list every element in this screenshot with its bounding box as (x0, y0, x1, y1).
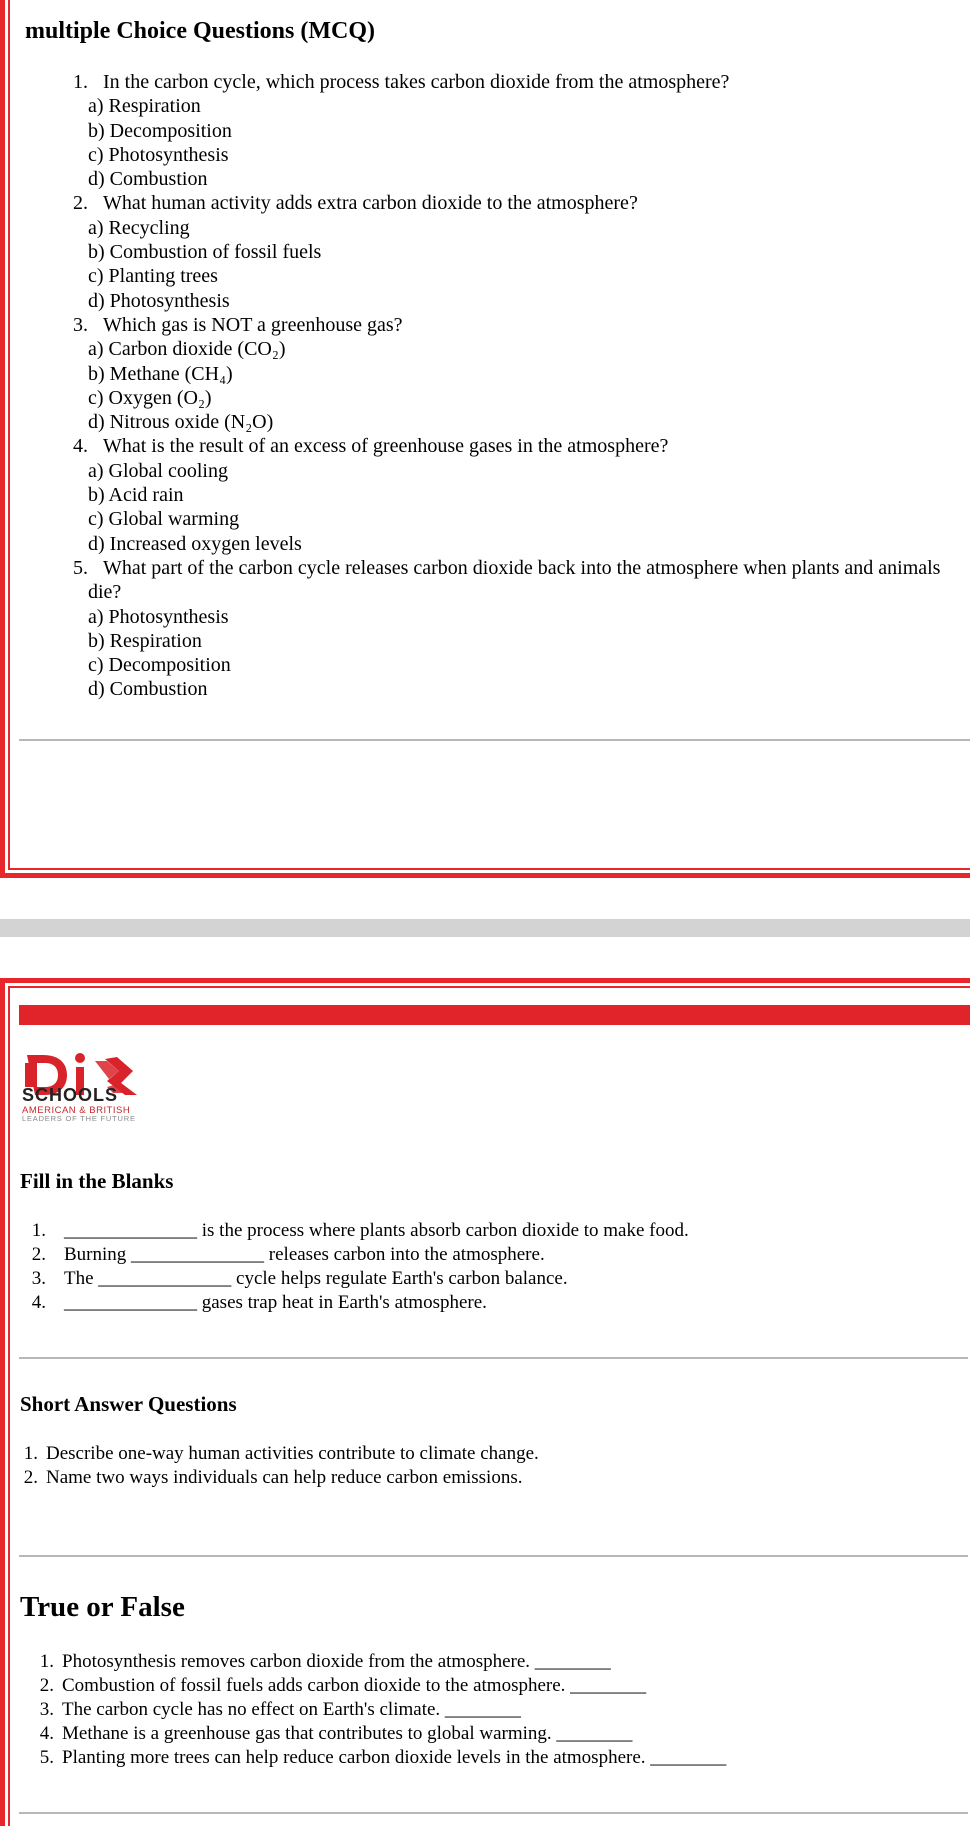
list-item (24, 1722, 726, 1746)
item-number: 2. (23, 1467, 38, 1488)
list-item (24, 1650, 726, 1674)
question-text: In the carbon cycle, which process takes carbon dioxide from the atmosphere? (103, 71, 730, 93)
page-separator (0, 919, 970, 937)
short-answer-heading: Short Answer Questions (20, 1392, 237, 1416)
item-text: The carbon cycle has no effect on Earth's climate. ________ (62, 1699, 521, 1720)
option-d: d) Combustion (88, 678, 208, 701)
question-text: What is the result of an excess of greenhouse gases in the atmosphere? (103, 435, 669, 458)
fill-blanks-heading: Fill in the Blanks (20, 1169, 174, 1193)
list-item (24, 1698, 726, 1722)
option-c: c) Oxygen (O₂) (88, 386, 212, 409)
page-1 (0, 0, 970, 878)
question-number: 4. (73, 435, 88, 458)
item-number: 2. (31, 1244, 46, 1265)
option-b: b) Acid rain (88, 484, 184, 507)
true-false-list (24, 1650, 726, 1770)
list-item (16, 1219, 689, 1243)
question-text: What human activity adds extra carbon dioxide to the atmosphere? (103, 192, 638, 215)
option-a: a) Respiration (88, 95, 201, 118)
item-text: The ______________ cycle helps regulate Earth's carbon balance. (64, 1268, 568, 1289)
item-number: 4. (31, 1292, 46, 1313)
logo-school-text: SCHOOLS (22, 1085, 119, 1105)
divider (19, 1555, 968, 1557)
option-c: c) Planting trees (88, 265, 218, 288)
mcq-heading: multiple Choice Questions (MCQ) (25, 18, 375, 44)
option-a: a) Carbon dioxide (CO₂) (88, 338, 286, 361)
item-number: 1. (39, 1651, 54, 1672)
mcq-question-2 (53, 191, 970, 312)
mcq-question-1 (53, 70, 970, 191)
divider (19, 1357, 968, 1359)
question-text: Which gas is NOT a greenhouse gas? (103, 313, 403, 336)
list-item (16, 1243, 689, 1267)
item-number: 3. (31, 1268, 46, 1289)
list-item (8, 1466, 539, 1490)
option-a: a) Global cooling (88, 459, 228, 482)
option-d: d) Combustion (88, 168, 208, 191)
option-c: c) Decomposition (88, 654, 231, 677)
option-b: b) Combustion of fossil fuels (88, 241, 322, 264)
short-answer-list (8, 1442, 539, 1490)
logo-tagline: LEADERS OF THE FUTURE (22, 1114, 136, 1123)
item-number: 2. (39, 1675, 54, 1696)
item-number: 3. (39, 1699, 54, 1720)
item-number: 5. (39, 1747, 54, 1768)
list-item (16, 1267, 689, 1291)
mcq-question-3 (53, 313, 970, 434)
logo-subtitle: AMERICAN & BRITISH (22, 1105, 131, 1116)
item-number: 1. (23, 1443, 38, 1464)
item-text: Name two ways individuals can help reduce carbon emissions. (46, 1467, 523, 1488)
question-number: 3. (73, 313, 88, 336)
mcq-list (53, 70, 970, 702)
item-text: ______________ is the process where plants absorb carbon dioxide to make food. (64, 1220, 689, 1241)
option-d: d) Photosynthesis (88, 289, 230, 312)
option-a: a) Recycling (88, 216, 190, 239)
list-item (24, 1746, 726, 1770)
item-text: Combustion of fossil fuels adds carbon dioxide to the atmosphere. ________ (62, 1675, 647, 1696)
question-number: 2. (73, 192, 88, 215)
divider (19, 1812, 968, 1814)
option-a: a) Photosynthesis (88, 605, 229, 628)
option-d: d) Nitrous oxide (N₂O) (88, 411, 274, 434)
list-item (8, 1442, 539, 1466)
option-b: b) Respiration (88, 629, 202, 652)
item-number: 1. (31, 1220, 46, 1241)
fill-blanks-list (16, 1219, 689, 1315)
option-d: d) Increased oxygen levels (88, 532, 302, 555)
item-text: Photosynthesis removes carbon dioxide from the atmosphere. ________ (62, 1651, 611, 1672)
option-c: c) Photosynthesis (88, 143, 229, 166)
question-text: What part of the carbon cycle releases carbon dioxide back into the atmosphere when plants and animals (103, 556, 941, 579)
mcq-question-5 (53, 556, 970, 702)
item-text: Burning ______________ releases carbon into the atmosphere. (64, 1244, 545, 1265)
true-false-heading: True or False (20, 1591, 185, 1623)
header-band (19, 1005, 970, 1025)
mcq-question-4 (53, 434, 970, 555)
item-text: Methane is a greenhouse gas that contributes to global warming. ________ (62, 1723, 633, 1744)
item-number: 4. (39, 1723, 54, 1744)
item-text: Describe one-way human activities contribute to climate change. (46, 1443, 539, 1464)
divider (19, 739, 970, 741)
list-item (16, 1291, 689, 1315)
item-text: ______________ gases trap heat in Earth's atmosphere. (64, 1292, 487, 1313)
option-b: b) Decomposition (88, 119, 232, 142)
option-b: b) Methane (CH₄) (88, 362, 233, 385)
question-number: 5. (73, 556, 88, 579)
list-item (24, 1674, 726, 1698)
question-number: 1. (73, 71, 88, 93)
option-c: c) Global warming (88, 508, 240, 531)
question-text-continued: die? (88, 581, 122, 604)
item-text: Planting more trees can help reduce carbon dioxide levels in the atmosphere. ________ (62, 1747, 727, 1768)
